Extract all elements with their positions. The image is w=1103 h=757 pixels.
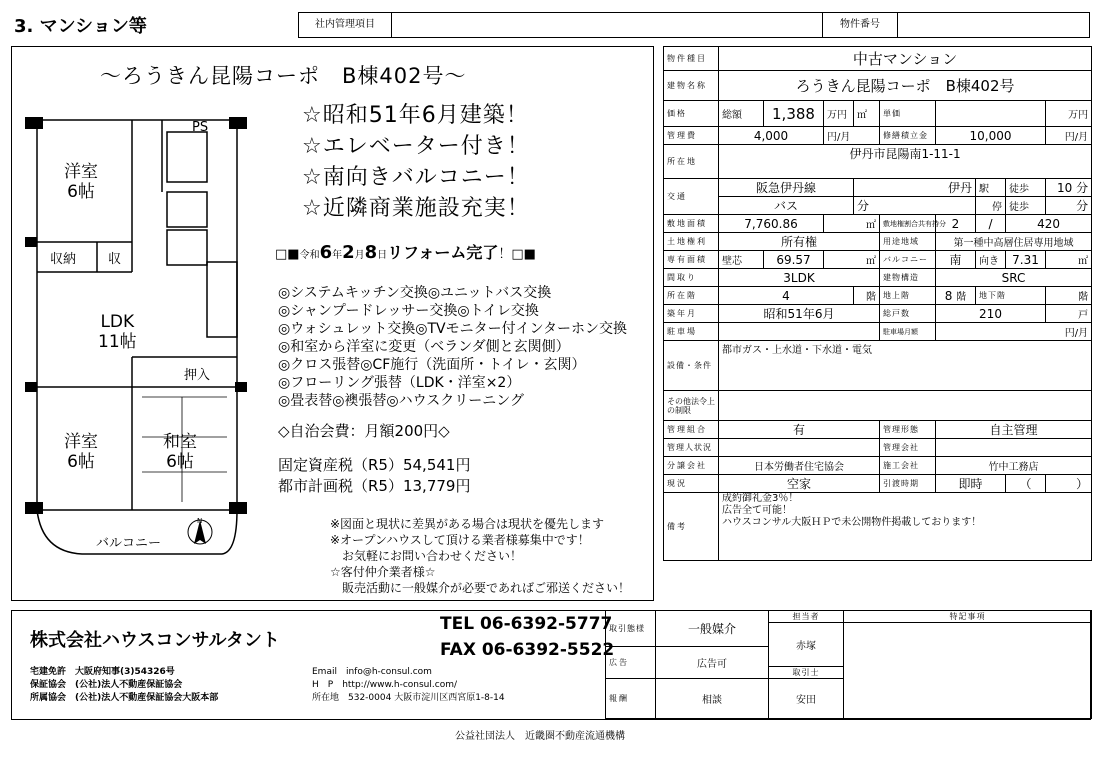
company-address: 所在地 532-0004 大阪市淀川区西宮原1-8-14 xyxy=(312,693,505,703)
seller-value: 日本労働者住宅協会 xyxy=(719,457,880,475)
special-label: 特記事項 xyxy=(844,611,1092,623)
label-closet: 収 xyxy=(108,252,122,267)
tax-city: 都市計画税（R5）13,779円 xyxy=(278,477,471,495)
parking-value xyxy=(719,323,880,341)
highlight-3: ☆南向きバルコニー！ xyxy=(302,165,530,190)
note-5: 販売活動に一般媒介が必要であればご邪送ください！ xyxy=(330,581,631,595)
paren-open: （ xyxy=(1006,475,1046,493)
closer-label: 取引士 xyxy=(769,667,844,679)
balc-label: バルコニー xyxy=(880,251,936,269)
balc-dir: 南 xyxy=(936,251,976,269)
union-label: 管理組合 xyxy=(664,421,719,439)
struct-value: SRC xyxy=(936,269,1092,287)
name-value: ろうきん昆陽コーポ B棟402号 xyxy=(719,71,1092,101)
member: 所属協会 (公社)法人不動産保証協会大阪本部 xyxy=(30,693,219,703)
room-west2 xyxy=(64,432,98,472)
label-oshiire: 押入 xyxy=(184,368,211,383)
built-label: 築年月 xyxy=(664,305,719,323)
traffic-walk2-min: 分 xyxy=(1046,197,1092,215)
reform-day: 8 xyxy=(364,242,378,263)
fee-value: 相談 xyxy=(656,679,769,719)
room-ldk xyxy=(98,312,137,352)
feature-list xyxy=(278,284,627,410)
share-den: 420 xyxy=(1006,215,1092,233)
mgmt-value: 4,000 xyxy=(719,127,824,145)
tax-fixed: 固定資産税（R5）54,541円 xyxy=(278,456,471,474)
highlights xyxy=(302,100,530,224)
deal-value: 一般媒介 xyxy=(656,611,769,647)
type-value: 中古マンション xyxy=(719,47,1092,71)
license: 宅建免許 大阪府知事(3)54326号 xyxy=(30,667,175,677)
name-label: 建物名称 xyxy=(664,71,719,101)
feature-1: ◎システムキッチン交換◎ユニットバス交換 xyxy=(278,285,552,301)
reform-pre: □■ xyxy=(275,247,300,262)
note-4: ☆客付仲介業者様☆ xyxy=(330,565,436,579)
units-value: 210 xyxy=(936,305,1046,323)
land-area-unit: ㎡ xyxy=(824,215,880,233)
union-value: 有 xyxy=(719,421,880,439)
ldk-size: 11帖 xyxy=(98,332,137,352)
feature-7: ◎畳表替◎襖張替◎ハウスクリーニング xyxy=(278,393,524,409)
type-label: 物件種目 xyxy=(664,47,719,71)
seller-label: 分譲会社 xyxy=(664,457,719,475)
floor-value: 4 xyxy=(719,287,854,305)
traffic-walk: 徒歩 xyxy=(1006,179,1046,197)
repair-value: 10,000 xyxy=(936,127,1046,145)
mgmt-company-label: 管理会社 xyxy=(880,439,936,457)
association-fee: ◇自治会費：月額200円◇ xyxy=(278,422,450,440)
highlight-1: ☆昭和51年6月建築！ xyxy=(302,103,529,128)
room-jp-size: 6帖 xyxy=(166,452,194,472)
internal-label: 社内管理項目 xyxy=(298,12,392,38)
floor-label: 所在階 xyxy=(664,287,719,305)
traffic-station: 伊丹 xyxy=(854,179,976,197)
zone-value: 第一種中高層住居専用地域 xyxy=(936,233,1092,251)
units-label: 総戸数 xyxy=(880,305,936,323)
note-3: お気軽にお問い合わせください！ xyxy=(330,549,523,563)
layout-value: 3LDK xyxy=(719,269,880,287)
area-unit: ㎡ xyxy=(824,251,880,269)
company-licenses xyxy=(30,666,218,705)
traffic-min-unit: 分 xyxy=(1076,181,1089,195)
notes xyxy=(330,516,630,596)
deal-table xyxy=(605,610,1092,719)
area-value: 69.57 xyxy=(764,251,824,269)
price-total-label: 総額 xyxy=(719,101,764,127)
highlight-4: ☆近隣商業施設充実！ xyxy=(302,196,530,221)
reform-era: 令和 xyxy=(299,250,320,261)
reform-day-unit: 日 xyxy=(377,250,388,261)
note-2: ※オープンハウスして頂ける業者様募集中です！ xyxy=(330,533,590,547)
org-name: 公益社団法人 近畿圏不動産流通機構 xyxy=(455,731,625,742)
price-value: 1,388 xyxy=(764,101,824,127)
units-unit: 戸 xyxy=(1046,305,1092,323)
price-unit-unit: 万円 xyxy=(1046,101,1092,127)
above-label: 地上階 xyxy=(880,287,936,305)
traffic-line: 阪急伊丹線 xyxy=(719,179,854,197)
north-arrow-label: N xyxy=(197,517,203,525)
below-unit: 階 xyxy=(1046,287,1092,305)
layout-label: 間取り xyxy=(664,269,719,287)
room-west1-name: 洋室 xyxy=(64,162,98,182)
note-1: ※図面と現状に差異がある場合は現状を優先します xyxy=(330,517,605,531)
parking-label: 駐車場 xyxy=(664,323,719,341)
mgmt-label: 管理費 xyxy=(664,127,719,145)
equip-value: 都市ガス・上水道・下水道・電気 xyxy=(719,341,1092,391)
company-contacts xyxy=(312,666,505,705)
traffic-bus: バス xyxy=(719,197,854,215)
ad-value: 広告可 xyxy=(656,647,769,679)
room-west1-size: 6帖 xyxy=(67,182,95,202)
traffic-label: 交通 xyxy=(664,179,719,215)
property-info-table xyxy=(663,46,1092,561)
guarantee: 保証協会 (公社)法人不動産保証協会 xyxy=(30,680,183,690)
mgmt-unit: 円/月 xyxy=(824,127,880,145)
room-jp xyxy=(163,432,197,472)
homepage: H P http://www.h-consul.com/ xyxy=(312,680,458,690)
status-value: 空家 xyxy=(719,475,880,493)
above-value-num: 8 xyxy=(944,289,953,303)
form-value: 自主管理 xyxy=(936,421,1092,439)
share-num: 2 xyxy=(936,215,976,233)
balc-value: 7.31 xyxy=(1006,251,1046,269)
land-area-label: 敷地面積 xyxy=(664,215,719,233)
tax-list xyxy=(278,455,470,497)
status-label: 現況 xyxy=(664,475,719,493)
price-unit: 万円 xyxy=(824,101,854,127)
email: Email info@h-consul.com xyxy=(312,667,432,677)
price-sqm: ㎡ xyxy=(854,101,880,127)
handover-label: 引渡時期 xyxy=(880,475,936,493)
land-area-value: 7,760.86 xyxy=(719,215,824,233)
label-ps: PS xyxy=(192,120,209,135)
room-west2-name: 洋室 xyxy=(64,432,98,452)
property-no-label: 物件番号 xyxy=(822,12,898,38)
fax: FAX 06-6392-5522 xyxy=(440,640,615,660)
area-label: 専有面積 xyxy=(664,251,719,269)
company-name: 株式会社ハウスコンサルタント xyxy=(30,630,280,651)
paren-close: ） xyxy=(1046,475,1092,493)
remark-1: 成約御礼金3％！ xyxy=(722,493,799,504)
parking-fee-label: 駐車場月額 xyxy=(880,323,936,341)
balc-unit: ㎡ xyxy=(1046,251,1092,269)
zone-label: 用途地域 xyxy=(880,233,936,251)
remarks-label: 備考 xyxy=(664,493,719,561)
manager-label: 管理人状況 xyxy=(664,439,719,457)
tel: TEL 06-6392-5777 xyxy=(440,614,613,634)
built-value: 昭和51年6月 xyxy=(719,305,880,323)
floor-unit: 階 xyxy=(854,287,880,305)
address-label: 所在地 xyxy=(664,145,719,179)
special-value xyxy=(844,623,1092,719)
feature-5: ◎クロス張替◎CF施行（洗面所・トイレ・玄関） xyxy=(278,357,586,373)
repair-unit: 円/月 xyxy=(1046,127,1092,145)
reform-month: 2 xyxy=(342,242,355,263)
traffic-walk2: 徒歩 xyxy=(1006,197,1046,215)
room-west1 xyxy=(64,162,98,202)
reform-month-unit: 月 xyxy=(354,250,365,261)
feature-4: ◎和室から洋室に変更（ベランダ側と玄関側） xyxy=(278,339,570,355)
section-title: 3. マンション等 xyxy=(14,16,147,37)
above-value xyxy=(936,287,976,305)
header-bar xyxy=(298,12,1090,38)
deal-label: 取引態様 xyxy=(606,611,656,647)
traffic-walk-min xyxy=(1046,179,1092,197)
land-right-label: 土地権利 xyxy=(664,233,719,251)
label-storage: 収納 xyxy=(50,252,77,267)
below-label: 地下階 xyxy=(976,287,1046,305)
feature-3: ◎ウォシュレット交換◎TVモニター付インターホン交換 xyxy=(278,321,628,337)
flyer-title: ～ろうきん昆陽コーポ B棟402号～ xyxy=(100,64,467,88)
builder-label: 施工会社 xyxy=(880,457,936,475)
balc-face: 向き xyxy=(976,251,1006,269)
traffic-walk-min-value: 10 xyxy=(1056,181,1073,195)
traffic-stop: 停 xyxy=(976,197,1006,215)
price-unit-value xyxy=(936,101,1046,127)
ldk-name: LDK xyxy=(100,312,135,332)
reform-post: ！□■ xyxy=(498,247,536,262)
land-right-value: 所有権 xyxy=(719,233,880,251)
area-prefix: 壁芯 xyxy=(719,251,764,269)
mgmt-company-value xyxy=(936,439,1092,457)
reform-line xyxy=(275,240,536,263)
parking-fee-unit: 円/月 xyxy=(936,323,1092,341)
feature-2: ◎シャンプードレッサー交換◎トイレ交換 xyxy=(278,303,539,319)
manager-value xyxy=(719,439,880,457)
traffic-bus-min: 分 xyxy=(854,197,976,215)
remark-2: 広告全て可能！ xyxy=(722,505,792,516)
laws-value xyxy=(719,391,1092,421)
staff-value: 赤塚 xyxy=(769,623,844,667)
ad-label: 広告 xyxy=(606,647,656,679)
share-label: 敷地権割合共有持分 xyxy=(880,215,936,233)
room-west2-size: 6帖 xyxy=(67,452,95,472)
traffic-station-unit: 駅 xyxy=(976,179,1006,197)
handover-value: 即時 xyxy=(936,475,1006,493)
feature-6: ◎フローリング張替（LDK・洋室×2） xyxy=(278,375,521,391)
floor-plan xyxy=(22,112,262,572)
fee-label: 報酬 xyxy=(606,679,656,719)
share-slash: / xyxy=(976,215,1006,233)
struct-label: 建物構造 xyxy=(880,269,936,287)
label-balcony: バルコニー xyxy=(96,536,162,551)
price-label: 価格 xyxy=(664,101,719,127)
remark-3: ハウスコンサル大阪ＨＰで未公開物件掲載しております！ xyxy=(722,517,982,528)
repair-label: 修繕積立金 xyxy=(880,127,936,145)
equip-label: 設備・条件 xyxy=(664,341,719,391)
highlight-2: ☆エレベーター付き！ xyxy=(302,134,530,159)
form-label: 管理形態 xyxy=(880,421,936,439)
closer-value: 安田 xyxy=(769,679,844,719)
laws-label: その他法令上の制限 xyxy=(664,391,719,421)
above-unit: 階 xyxy=(956,292,967,303)
reform-year: 6 xyxy=(319,242,333,263)
staff-label: 担当者 xyxy=(769,611,844,623)
builder-value: 竹中工務店 xyxy=(936,457,1092,475)
reform-year-unit: 年 xyxy=(332,250,343,261)
reform-text: リフォーム完了 xyxy=(387,243,499,262)
address-value: 伊丹市昆陽南1-11-1 xyxy=(719,145,1092,179)
price-unit-label: 単価 xyxy=(880,101,936,127)
room-jp-name: 和室 xyxy=(163,432,197,452)
